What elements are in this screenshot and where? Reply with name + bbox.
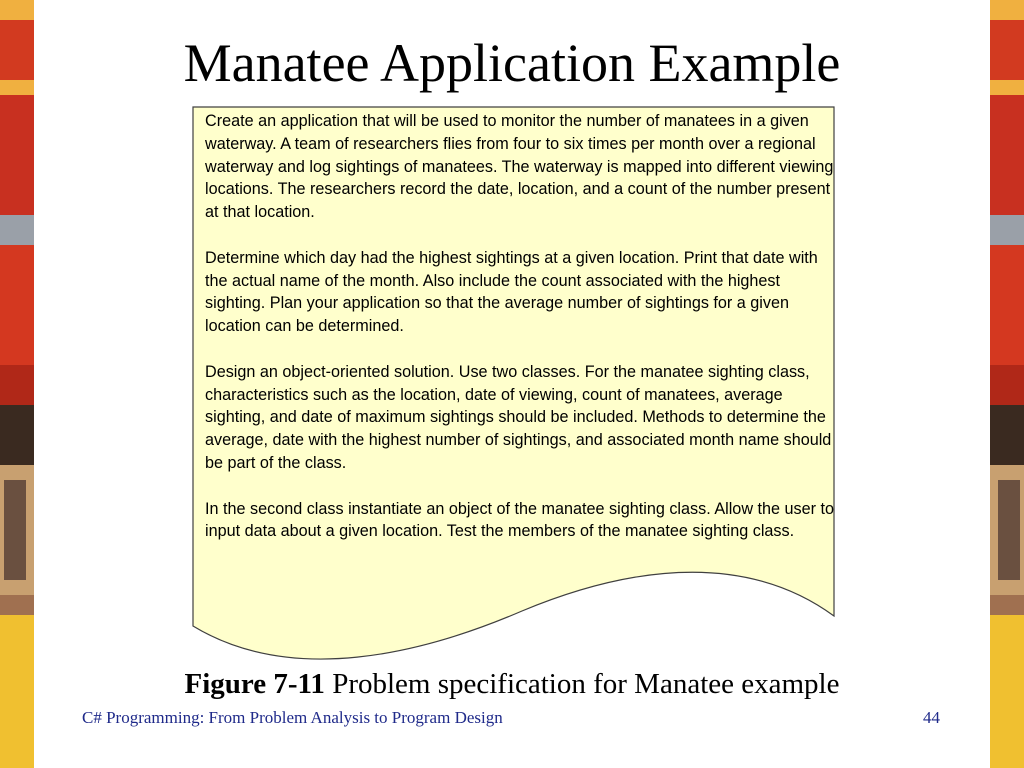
specification-text bbox=[205, 110, 835, 566]
figure-caption-text: Problem specification for Manatee example bbox=[332, 668, 840, 700]
figure-label: Figure 7-11 bbox=[184, 668, 325, 700]
spec-paragraph: Create an application that will be used to monitor the number of manatees in a given waterway. A team of researchers flies from four to six times per month over a regional waterway and log sightings of manatees. The waterway is mapped into different viewing locations. The researchers record the date, location, and a count of the number present at that location. bbox=[205, 112, 834, 222]
figure-caption bbox=[60, 668, 964, 701]
problem-specification-document bbox=[192, 106, 836, 672]
spec-paragraph: In the second class instantiate an object of the manatee sighting class. Allow the user to input data about a given location. Test the members of the manatee sighting class. bbox=[205, 499, 834, 541]
left-building-decoration bbox=[0, 0, 34, 768]
page-number: 44 bbox=[923, 708, 940, 727]
slide-title: Manatee Application Example bbox=[183, 33, 841, 93]
right-building-decoration bbox=[990, 0, 1024, 768]
footer-course-title: C# Programming: From Problem Analysis to Program Design bbox=[82, 708, 503, 727]
spec-paragraph: Determine which day had the highest sightings at a given location. Print that date with the actual name of the month. Also include the count associated with the highest sighting. Plan your application so that the average number of sightings for a given location can be determined. bbox=[205, 248, 818, 336]
spec-paragraph: Design an object-oriented solution. Use two classes. For the manatee sighting class, characteristics such as the location, date of viewing, count of manatees, average sighting, and date of maximum sightings should be included. Methods to determine the average, date with the highest number of sightings, and associated month name should be part of the class. bbox=[205, 362, 832, 472]
